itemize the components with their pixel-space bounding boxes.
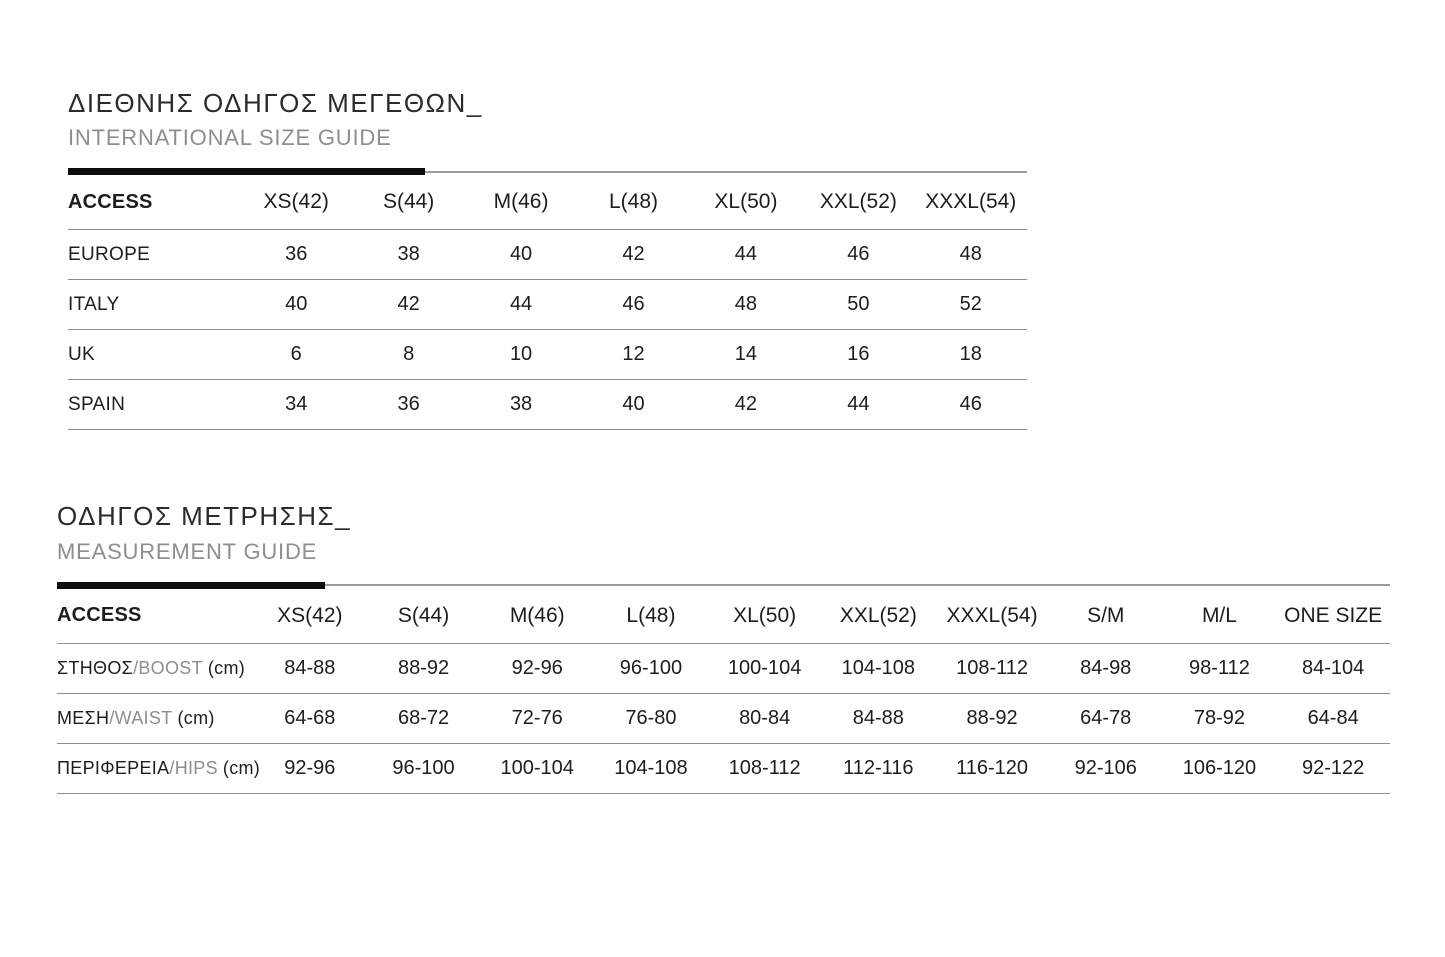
size-value: 44	[509, 293, 533, 316]
intl-accent-bar	[68, 168, 425, 175]
measurement-value: 112-116	[843, 756, 914, 779]
table-row-hips	[57, 744, 1390, 794]
column-header: M(46)	[493, 190, 549, 214]
row-label	[57, 708, 253, 729]
table-row-bust	[57, 644, 1390, 694]
column-header: XL(50)	[714, 190, 778, 214]
row-label-greek: ΜΕΣΗ	[57, 707, 110, 728]
row-label-english: /WAIST	[109, 707, 173, 728]
size-value: 38	[397, 243, 420, 266]
measurement-value: 64-68	[284, 706, 336, 729]
row-label-english: /HIPS	[169, 757, 218, 778]
measure-accent-bar	[57, 582, 325, 589]
measurement-value: 84-88	[284, 656, 336, 679]
measurement-value: 108-112	[728, 756, 801, 779]
table-row-uk	[68, 330, 1027, 380]
size-value: 12	[622, 343, 645, 366]
measurement-value: 92-96	[511, 656, 563, 679]
international-size-table	[68, 175, 1027, 430]
measure-subtitle-english: MEASUREMENT GUIDE	[57, 538, 318, 564]
table-row-spain	[68, 380, 1027, 430]
brand-label: ACCESS	[57, 604, 142, 627]
size-value: 38	[509, 393, 533, 416]
measurement-value: 72-76	[511, 706, 563, 729]
size-value: 46	[847, 243, 870, 266]
measurement-value: 68-72	[397, 706, 450, 729]
measurement-value: 98-112	[1189, 656, 1250, 679]
measurement-value: 84-104	[1302, 656, 1365, 679]
row-label: ITALY	[68, 293, 120, 315]
measurement-value: 108-112	[956, 656, 1028, 679]
size-value: 16	[847, 343, 870, 366]
measurement-value: 92-122	[1302, 756, 1365, 779]
column-header: XXXL(54)	[946, 603, 1038, 627]
measurement-value: 96-100	[619, 656, 683, 679]
size-value: 46	[622, 293, 645, 316]
size-value: 18	[959, 343, 982, 366]
intl-accent-rule	[68, 168, 1027, 175]
measure-title-greek: ΟΔΗΓΟΣ ΜΕΤΡΗΣΗΣ_	[57, 501, 352, 532]
measurement-value: 92-106	[1074, 756, 1137, 779]
measurement-value: 92-96	[284, 756, 336, 779]
size-value: 8	[403, 343, 415, 366]
row-label-greek: ΣΤΗΘΟΣ	[57, 657, 134, 678]
size-value: 36	[397, 393, 420, 416]
measurement-value: 100-104	[727, 656, 802, 679]
measurement-value: 104-108	[841, 656, 916, 679]
measurement-value: 76-80	[625, 706, 677, 729]
column-header: S/M	[1087, 603, 1125, 627]
size-value: 44	[734, 243, 758, 266]
measurement-value: 80-84	[739, 706, 791, 729]
column-header: L(48)	[626, 603, 676, 627]
size-value: 46	[959, 393, 982, 416]
international-size-guide-section	[68, 90, 1027, 430]
size-value: 40	[285, 293, 308, 316]
row-label-unit: (cm)	[207, 657, 246, 678]
column-header: XS(42)	[277, 603, 343, 627]
measurement-value: 88-92	[397, 656, 450, 679]
size-guide-page	[0, 90, 1445, 794]
size-value: 42	[622, 243, 645, 266]
size-value: 36	[285, 243, 308, 266]
measurement-value: 100-104	[500, 756, 574, 779]
measurement-value: 64-84	[1307, 706, 1359, 729]
brand-label: ACCESS	[68, 190, 153, 213]
size-value: 34	[285, 393, 308, 416]
row-label-unit: (cm)	[177, 707, 215, 728]
column-header: M(46)	[509, 603, 565, 627]
table-header-row	[57, 589, 1390, 644]
measurement-value: 64-78	[1080, 706, 1132, 729]
row-label: EUROPE	[68, 243, 151, 265]
row-label	[57, 658, 253, 679]
measurement-value: 84-98	[1080, 656, 1132, 679]
table-row-europe	[68, 230, 1027, 280]
row-label-greek: ΠΕΡΙΦΕΡΕΙΑ	[57, 757, 170, 778]
column-header: L(48)	[608, 190, 658, 214]
row-label: UK	[68, 343, 95, 365]
table-row-waist	[57, 694, 1390, 744]
size-value: 50	[847, 293, 870, 316]
column-header: XL(50)	[733, 603, 797, 627]
measurement-table	[57, 589, 1390, 794]
table-header-row	[68, 175, 1027, 230]
table-row-italy	[68, 280, 1027, 330]
row-label	[57, 757, 261, 779]
size-value: 52	[959, 293, 982, 316]
column-header: M/L	[1201, 603, 1237, 627]
row-label-english: /BOOST	[133, 657, 203, 678]
size-value: 44	[847, 393, 870, 416]
column-header: S(44)	[382, 190, 435, 214]
measurement-value: 106-120	[1182, 756, 1257, 779]
row-label: SPAIN	[68, 393, 126, 415]
measure-accent-rule	[57, 582, 1390, 589]
measurement-value: 116-120	[956, 756, 1028, 779]
column-header: XXL(52)	[839, 603, 917, 627]
measurement-guide-section	[57, 503, 1390, 793]
intl-subtitle-english: INTERNATIONAL SIZE GUIDE	[68, 125, 392, 151]
size-value: 48	[959, 243, 982, 266]
measurement-value: 78-92	[1193, 706, 1246, 729]
size-value: 42	[397, 293, 420, 316]
intl-title-greek: ΔΙΕΘΝΗΣ ΟΔΗΓΟΣ ΜΕΓΕΘΩΝ_	[68, 88, 483, 118]
size-value: 6	[290, 343, 302, 366]
column-header: XXXL(54)	[925, 190, 1017, 214]
size-value: 42	[734, 393, 758, 416]
size-value: 40	[622, 393, 645, 416]
column-header: S(44)	[397, 603, 450, 627]
size-value: 10	[509, 343, 533, 366]
size-value: 48	[734, 293, 758, 316]
measurement-value: 96-100	[392, 756, 455, 779]
measurement-value: 104-108	[614, 756, 688, 779]
column-header: ONE SIZE	[1284, 603, 1383, 627]
size-value: 14	[734, 343, 758, 366]
size-value: 40	[509, 243, 533, 266]
column-header: XXL(52)	[819, 190, 897, 214]
column-header: XS(42)	[263, 190, 329, 214]
measurement-value: 88-92	[966, 706, 1018, 729]
row-label-unit: (cm)	[222, 757, 261, 778]
measurement-value: 84-88	[852, 706, 904, 729]
